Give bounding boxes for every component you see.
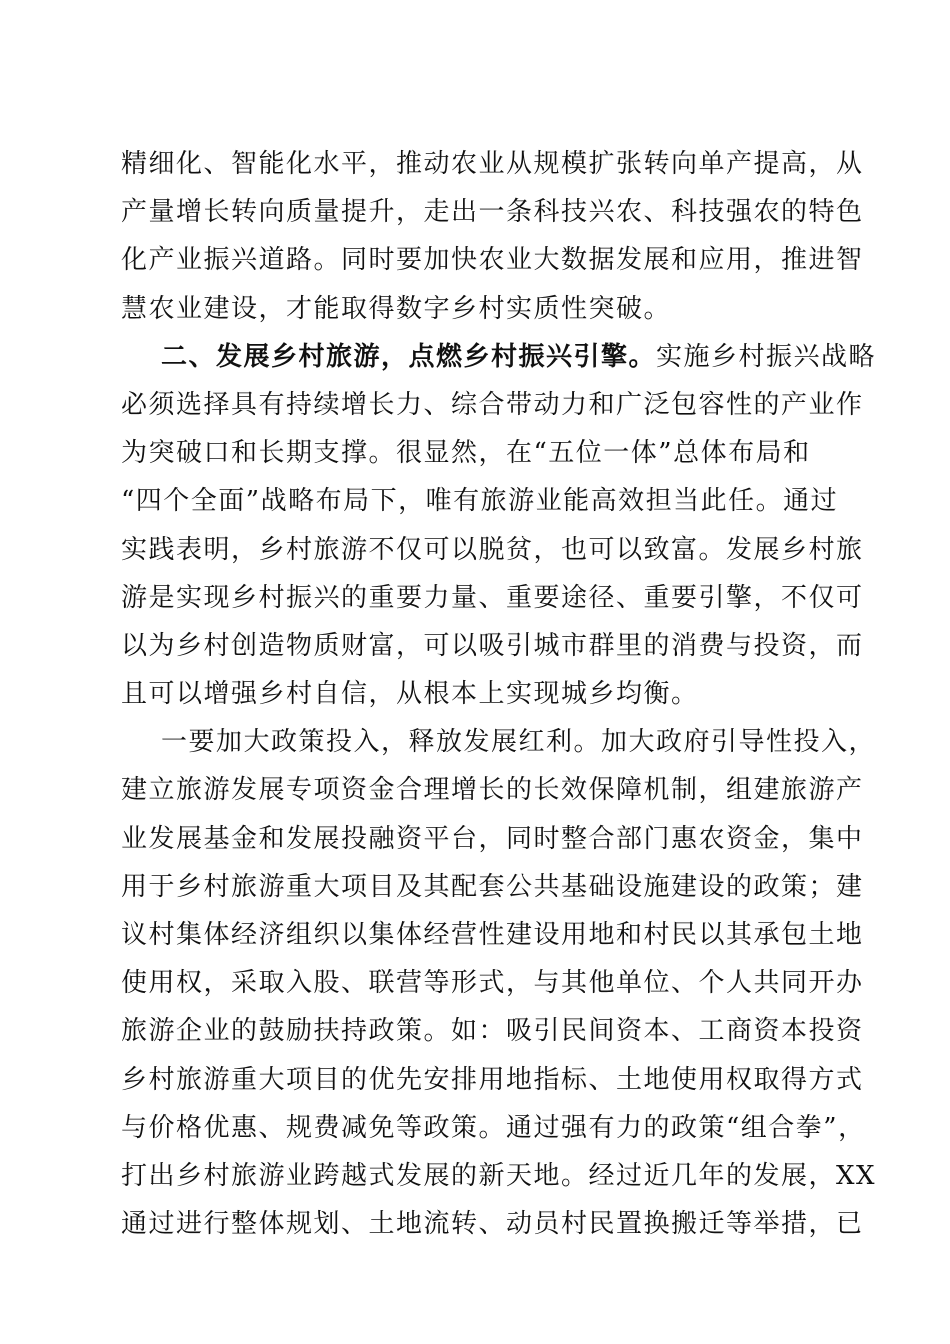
text-line: 且可以增强乡村自信，从根本上实现城乡均衡。	[121, 679, 699, 710]
text-line: 实践表明，乡村旅游不仅可以脱贫，也可以致富。发展乡村旅	[121, 534, 864, 565]
text-line: 慧农业建设，才能取得数字乡村实质性突破。	[121, 293, 672, 324]
text-line: 产量增长转向质量提升，走出一条科技兴农、科技强农的特色	[121, 197, 864, 228]
text-line: “四个全面”战略布局下，唯有旅游业能高效担当此任。通过	[121, 486, 839, 517]
document-body	[121, 140, 877, 1248]
paragraph-first-line: 一要加大政策投入，释放发展红利。加大政府引导性投入，	[161, 727, 877, 758]
text-line: 旅游企业的鼓励扶持政策。如：吸引民间资本、工商资本投资	[121, 1016, 864, 1047]
text-line: 业发展基金和发展投融资平台，同时整合部门惠农资金，集中	[121, 823, 864, 854]
section-lead-text: 实施乡村振兴战略	[656, 341, 877, 372]
text-line: 用于乡村旅游重大项目及其配套公共基础设施建设的政策；建	[121, 871, 864, 902]
text-line: 建立旅游发展专项资金合理增长的长效保障机制，组建旅游产	[121, 775, 864, 806]
text-line: 打出乡村旅游业跨越式发展的新天地。经过近几年的发展，XX	[121, 1160, 877, 1191]
text-line: 通过进行整体规划、土地流转、动员村民置换搬迁等举措，已	[121, 1209, 864, 1240]
text-line: 游是实现乡村振兴的重要力量、重要途径、重要引擎，不仅可	[121, 582, 864, 613]
text-line: 精细化、智能化水平，推动农业从规模扩张转向单产提高，从	[121, 149, 864, 179]
text-line: 为突破口和长期支撑。很显然，在“五位一体”总体布局和	[121, 438, 811, 469]
section-heading-line	[121, 333, 877, 381]
text-line: 以为乡村创造物质财富，可以吸引城市群里的消费与投资，而	[121, 630, 864, 661]
text-line: 乡村旅游重大项目的优先安排用地指标、土地使用权取得方式	[121, 1064, 864, 1095]
text-line: 与价格优惠、规费减免等政策。通过强有力的政策“组合拳”，	[121, 1112, 866, 1143]
text-line: 议村集体经济组织以集体经营性建设用地和村民以其承包土地	[121, 920, 864, 950]
text-line: 化产业振兴道路。同时要加快农业大数据发展和应用，推进智	[121, 245, 864, 276]
text-line: 必须选择具有持续增长力、综合带动力和广泛包容性的产业作	[121, 389, 864, 420]
text-line: 使用权，采取入股、联营等形式，与其他单位、个人共同开办	[121, 968, 864, 999]
section-heading: 二、发展乡村旅游，点燃乡村振兴引擎。	[161, 341, 657, 372]
